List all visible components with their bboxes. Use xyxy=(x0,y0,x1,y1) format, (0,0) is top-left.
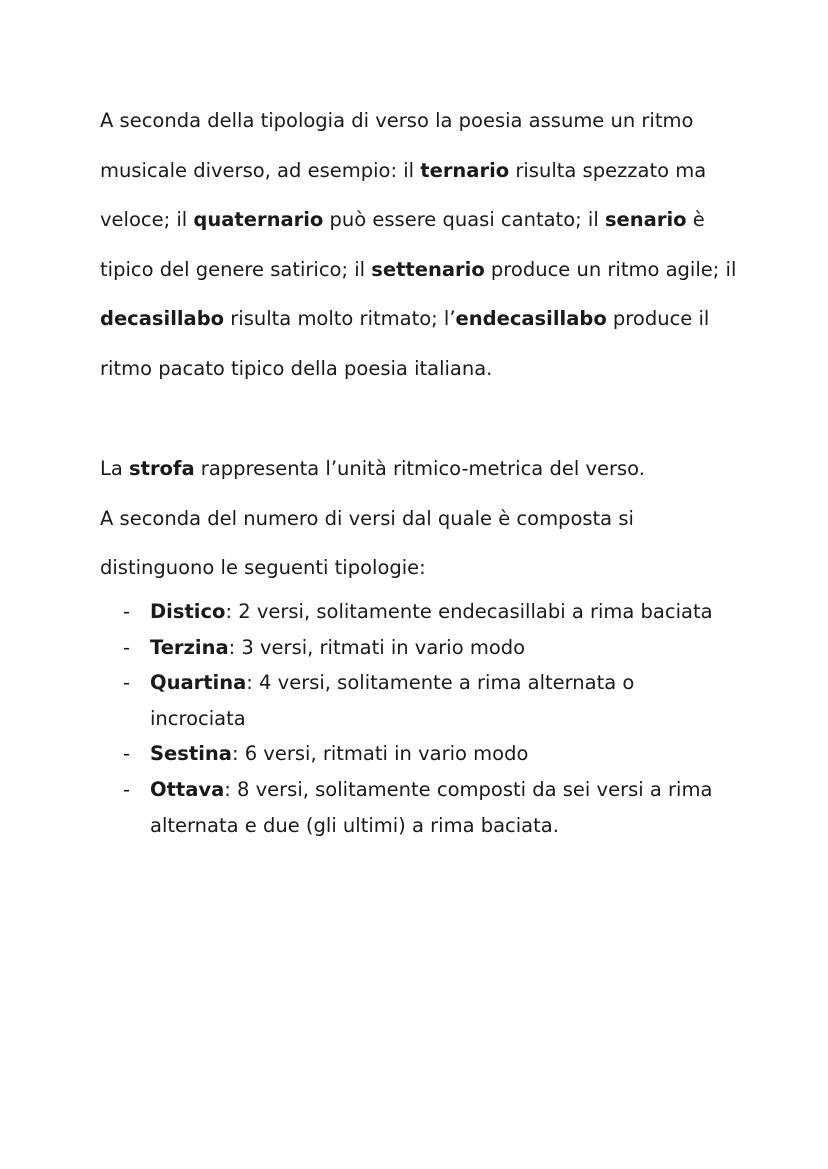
text-segment: A seconda della tipologia di verso la poesia assume un ritmo musicale diverso, ad esempio: il xyxy=(100,109,694,182)
dash-bullet: - xyxy=(123,742,131,766)
list-desc: : 2 versi, solitamente endecasillabi a rima baciata xyxy=(225,600,713,623)
paragraph-strofa xyxy=(100,444,740,593)
term-quaternario: quaternario xyxy=(193,208,324,232)
text-segment: può essere quasi cantato; il xyxy=(323,208,605,232)
list-desc: : 4 versi, solitamente a rima alternata o incrociata xyxy=(150,671,635,730)
list-item-terzina xyxy=(100,630,720,666)
list-item-sestina xyxy=(100,736,720,772)
list-term: Terzina xyxy=(150,635,229,659)
list-item-distico xyxy=(100,594,720,630)
dash-bullet: - xyxy=(123,671,131,695)
term-endecasillabo: endecasillabo xyxy=(455,307,607,331)
text-segment: produce un ritmo agile; il xyxy=(484,257,737,281)
text-segment: produce il ritmo pacato tipico della poesia italiana. xyxy=(100,307,710,380)
paragraph-verse-rhythm xyxy=(100,96,740,394)
dash-bullet: - xyxy=(123,600,131,623)
text-segment: risulta molto ritmato; l’ xyxy=(224,307,456,331)
list-term: Distico xyxy=(150,600,226,623)
text-line: A seconda del numero di versi dal quale è composta si xyxy=(100,506,634,530)
term-decasillabo: decasillabo xyxy=(100,307,225,331)
term-ternario: ternario xyxy=(420,158,510,182)
list-term: Ottava xyxy=(150,777,225,801)
list-term: Sestina xyxy=(150,742,232,766)
list-item-ottava xyxy=(100,772,720,843)
text-line: distinguono le seguenti tipologie: xyxy=(100,556,426,580)
text-segment: risulta spezzato ma veloce; il xyxy=(100,158,707,232)
list-term: Quartina xyxy=(150,671,247,695)
term-strofa: strofa xyxy=(129,457,195,480)
strofa-types-list xyxy=(100,594,720,843)
term-senario: senario xyxy=(604,208,687,232)
text-segment: rappresenta l’unità ritmico-metrica del verso. xyxy=(194,457,645,480)
dash-bullet: - xyxy=(123,635,131,659)
term-settenario: settenario xyxy=(371,257,485,281)
list-desc: : 3 versi, ritmati in vario modo xyxy=(228,635,526,659)
text-segment: La xyxy=(100,457,130,480)
dash-bullet: - xyxy=(123,777,131,801)
list-item-quartina xyxy=(100,665,720,736)
list-desc: : 8 versi, solitamente composti da sei versi a rima alternata e due (gli ultimi) a rima baciata. xyxy=(150,777,713,837)
text-segment: è tipico del genere satirico; il xyxy=(100,208,705,281)
list-desc: : 6 versi, ritmati in vario modo xyxy=(231,742,529,766)
